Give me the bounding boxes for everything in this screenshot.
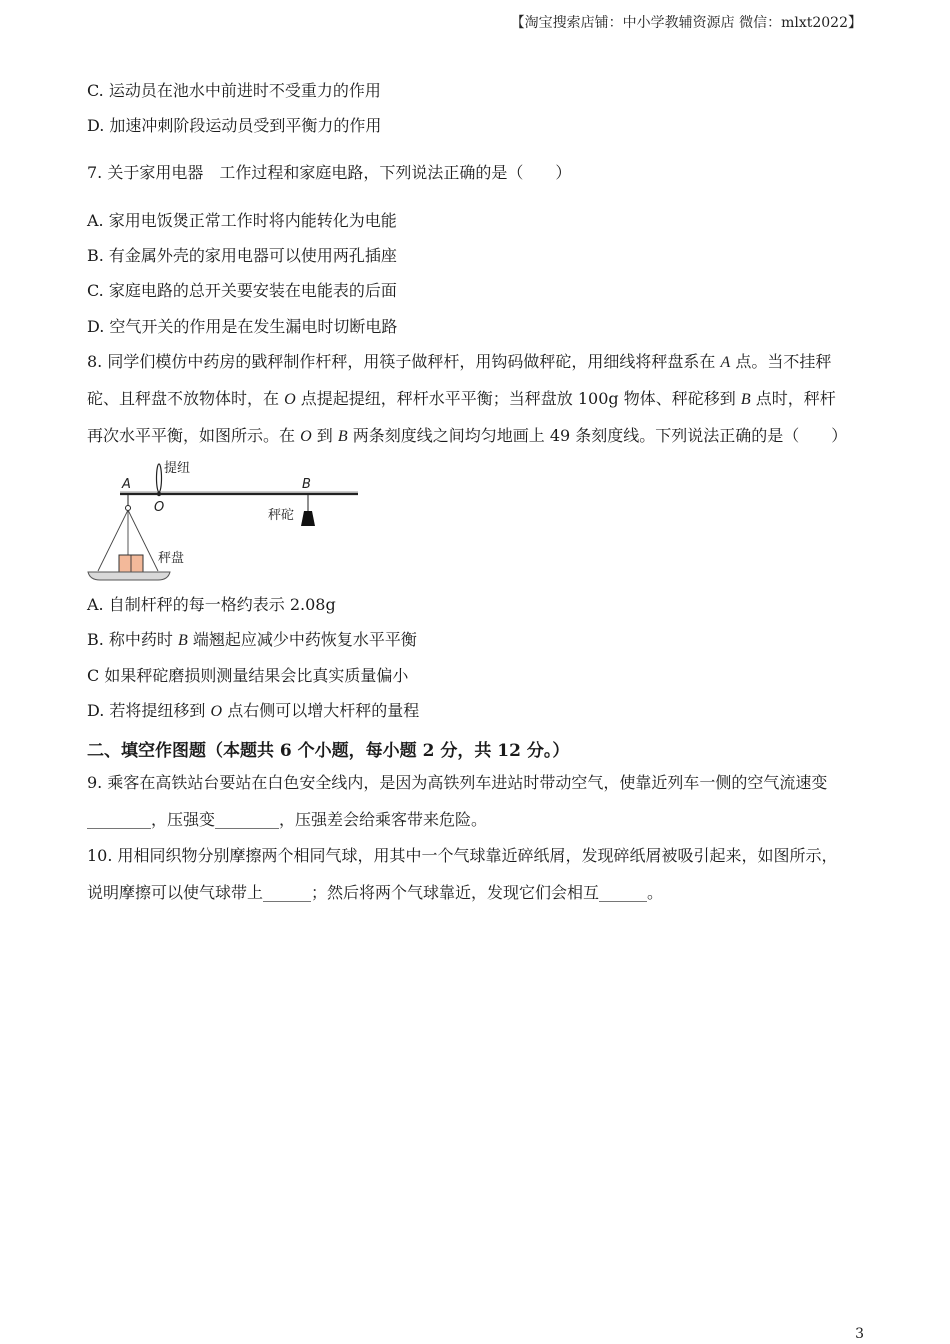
q8-var-b: B — [337, 428, 348, 445]
counterweight-icon — [301, 511, 315, 526]
page-header: 【淘宝搜索店铺：中小学教辅资源店 微信：mlxt2022】 — [510, 15, 862, 31]
label-b: B — [302, 477, 311, 492]
q8-text: 到 — [316, 426, 333, 445]
q9-line2: ________，压强变________，压强差会给乘客带来危险。 — [87, 810, 488, 829]
q8-text: 两条刻度线之间均匀地画上 49 条刻度线。下列说法正确的是（ ） — [352, 426, 848, 445]
pivot-o-point — [157, 492, 161, 496]
q8-text: 端翘起应减少中药恢复水平平衡 — [192, 630, 417, 649]
q8-text: 点。当不挂秤 — [735, 352, 832, 371]
q7-option-a: A. 家用电饭煲正常工作时将内能转化为电能 — [87, 211, 397, 230]
q8-text: B. 称中药时 — [87, 630, 173, 649]
q8-var-o: O — [284, 391, 296, 408]
q8-option-d — [87, 701, 419, 722]
q8-text: 点时，秤杆 — [755, 389, 836, 408]
q9-line1: 9. 乘客在高铁站台要站在白色安全线内，是因为高铁列车进站时带动空气，使靠近列车一侧的空气流速变 — [87, 773, 828, 792]
point-a-hook — [126, 506, 131, 511]
label-tiniu: 提纽 — [164, 461, 191, 476]
q8-var-o: O — [300, 428, 312, 445]
label-o: O — [154, 500, 165, 515]
q7-option-b: B. 有金属外壳的家用电器可以使用两孔插座 — [87, 246, 397, 265]
q8-stem-line3 — [87, 426, 847, 447]
q10-line2: 说明摩擦可以使气球带上______；然后将两个气球靠近，发现它们会相互______。 — [87, 883, 664, 902]
q8-var-a: A — [720, 354, 731, 371]
steelyard-figure — [84, 458, 374, 586]
lifting-loop-icon — [157, 464, 162, 492]
q8-text: 砣、且秤盘不放物体时，在 — [87, 389, 280, 408]
q8-option-a: A. 自制杆秤的每一格约表示 2.08g — [87, 595, 336, 614]
q7-option-c: C. 家庭电路的总开关要安装在电能表的后面 — [87, 281, 397, 300]
q8-var-b: B — [178, 632, 188, 649]
q8-text: D. 若将提纽移到 — [87, 701, 206, 720]
q8-text: 点提起提纽，秤杆水平平衡；当秤盘放 100g 物体、秤砣移到 — [300, 389, 736, 408]
scale-pan — [88, 572, 170, 580]
q8-stem-line2 — [87, 389, 836, 410]
q8-text: 8. 同学们模仿中药房的戥秤制作杆秤，用筷子做秤杆，用钩码做秤砣，用细线将秤盘系在 — [87, 352, 716, 371]
q8-text: 点右侧可以增大杆秤的量程 — [227, 701, 420, 720]
q8-option-b — [87, 630, 417, 651]
label-chengtuo: 秤砣 — [268, 508, 295, 523]
label-chengpan: 秤盘 — [158, 551, 185, 566]
label-a: A — [122, 477, 131, 492]
q6-option-d: D. 加速冲刺阶段运动员受到平衡力的作用 — [87, 116, 382, 135]
q8-text: 再次水平平衡，如图所示。在 — [87, 426, 296, 445]
q8-var-b: B — [740, 391, 751, 408]
q10-line1: 10. 用相同织物分别摩擦两个相同气球，用其中一个气球靠近碎纸屑，发现碎纸屑被吸引起来，如图所示， — [87, 846, 838, 865]
q6-option-c: C. 运动员在池水中前进时不受重力的作用 — [87, 81, 381, 100]
q7-stem: 7. 关于家用电器 工作过程和家庭电路，下列说法正确的是（ ） — [87, 163, 572, 182]
page-number: 3 — [855, 1326, 864, 1342]
q8-stem-line1 — [87, 352, 831, 373]
section-2-heading: 二、填空作图题（本题共 6 个小题，每小题 2 分，共 12 分。） — [87, 741, 570, 761]
q8-option-c: C 如果秤砣磨损则测量结果会比真实质量偏小 — [87, 666, 409, 685]
q7-option-d: D. 空气开关的作用是在发生漏电时切断电路 — [87, 317, 398, 336]
q8-var-o: O — [210, 703, 223, 720]
